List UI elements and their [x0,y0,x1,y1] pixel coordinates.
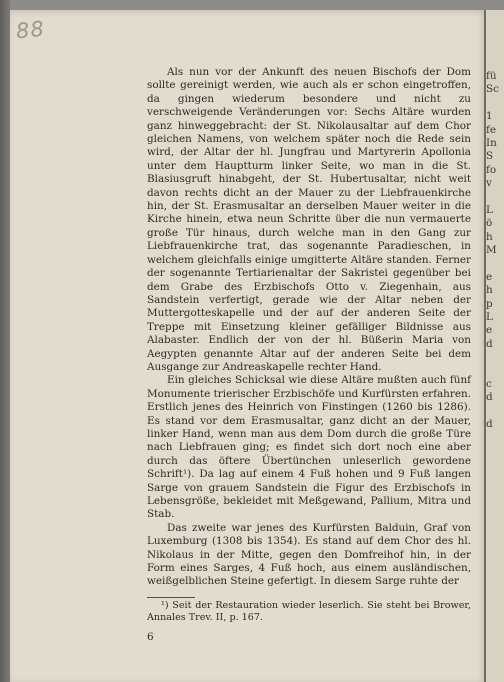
next-page-fragment [486,351,504,364]
paragraph-balduin: Das zweite war jenes des Kurfürsten Balduin, Graf von Luxemburg (1308 bis 1354). Es stand auf dem Chor des hl. Nikolaus in der Mitte, gegen den Domfreihof hin, in der Form eines Sarges, 4 Fuß hoch, aus einem ausländischen, weißgelblichen Steine gefertigt. In diesem Sarge ruhte der [147,521,471,588]
next-page-fragment: h [486,284,493,297]
next-page-fragment: h [486,230,493,243]
next-page-fragment: d [486,418,493,431]
next-page-fragment: e [486,270,493,283]
next-page-fragment: d [486,391,493,404]
book-spine-shadow [0,0,10,682]
next-page-fragment [486,365,504,378]
next-page-fragment: S [486,150,494,163]
next-page-fragments [486,70,504,432]
next-page-fragment [486,405,504,418]
next-page-fragment: p [486,297,493,310]
next-page-fragment [486,257,504,270]
footnote-divider [147,597,195,598]
next-page-fragment [486,191,504,204]
next-page-fragment: M [486,244,497,257]
next-page-fragment: v [486,177,492,190]
page-number: 6 [147,630,154,643]
next-page-fragment: L [486,203,493,216]
pencil-page-annotation: 88 [14,16,46,44]
next-page-fragment: 1 [486,110,493,123]
next-page-fragment: fo [486,163,497,176]
next-page-fragment: fe [486,123,496,136]
next-page-fragment: In [486,136,497,149]
page-body [147,66,471,644]
next-page-fragment: c [486,377,492,390]
footnote: ¹) Seit der Restauration wieder leserlich. Sie steht bei Brower, Annales Trev. II, p. 167. [147,599,471,624]
paragraph-monuments: Ein gleiches Schicksal wie diese Altäre mußten auch fünf Monumente trierischer Erzbischöfe und Kurfürsten erfahren. Erstlich jenes des Heinrich von Finstingen (1260 bis 1286). Es stand vor dem Erasmusaltar, ganz dicht an der Mauer, linker Hand, wenn man aus dem Dom durch die große Türe nach Liebfrauen ging; es findet sich dort noch eine aber durch das öftere Übertünchen unleserlich gewordene Schrift¹). Da lag auf einem 4 Fuß hohen und 9 Fuß langen Sarge von grauem Sandstein die Figur des Erzbischofs in Lebensgröße, bekleidet mit Meßgewand, Pallium, Mitra und Stab. [147,374,471,521]
next-page-fragment: Sc [486,83,499,96]
next-page-fragment: L [486,311,493,324]
next-page-fragment: e [486,324,493,337]
next-page-fragment: fü [486,70,497,82]
next-page-fragment [486,97,504,110]
next-page-fragment: ö [486,217,493,230]
next-page-fragment: d [486,337,493,350]
paragraph-altars: Als nun vor der Ankunft des neuen Bischofs der Dom sollte gereinigt werden, wie auch als er schon eingetroffen, da gingen wiederum besondere und nicht zu verschweigende Veränderungen vor: Sechs Altäre wurden ganz hinweggebracht: der St. Nikolausaltar auf dem Chor gleichen Namens, von welchem später noch die Rede sein wird, der Altar der hl. Jungfrau und Martyrerin Apollonia unter dem Hauptturm linker Seite, wo man in die St. Blasiusgruft hinabgeht, der St. Hubertusaltar, nicht weit davon rechts dicht an der Mauer zu der Liebfrauenkirche hin, der St. Erasmusaltar an derselben Mauer weiter in die Kirche hinein, etwa neun Schritte über die nun vermauerte große Tür hinaus, durch welche man in den Gang zur Liebfrauenkirche trat, das sogenannte Paradieschen, in welchem gleichfalls einige umgitterte Altäre standen. Ferner der sogenannte Tertiarienaltar der Sakristei gegenüber bei dem Grabe des Erzbischofs Otto v. Ziegenhain, aus Sandstein verfertigt, gerade wie der Altar neben der Muttergotteskapelle und der auf der anderen Seite der Treppe mit Einsetzung kleiner gefälliger Bildnisse aus Alabaster. Endlich der von der hl. Büßerin Maria von Aegypten genannte Altar auf der anderen Seite bei dem Ausgange zur Andreaskapelle rechter Hand. [147,66,471,373]
